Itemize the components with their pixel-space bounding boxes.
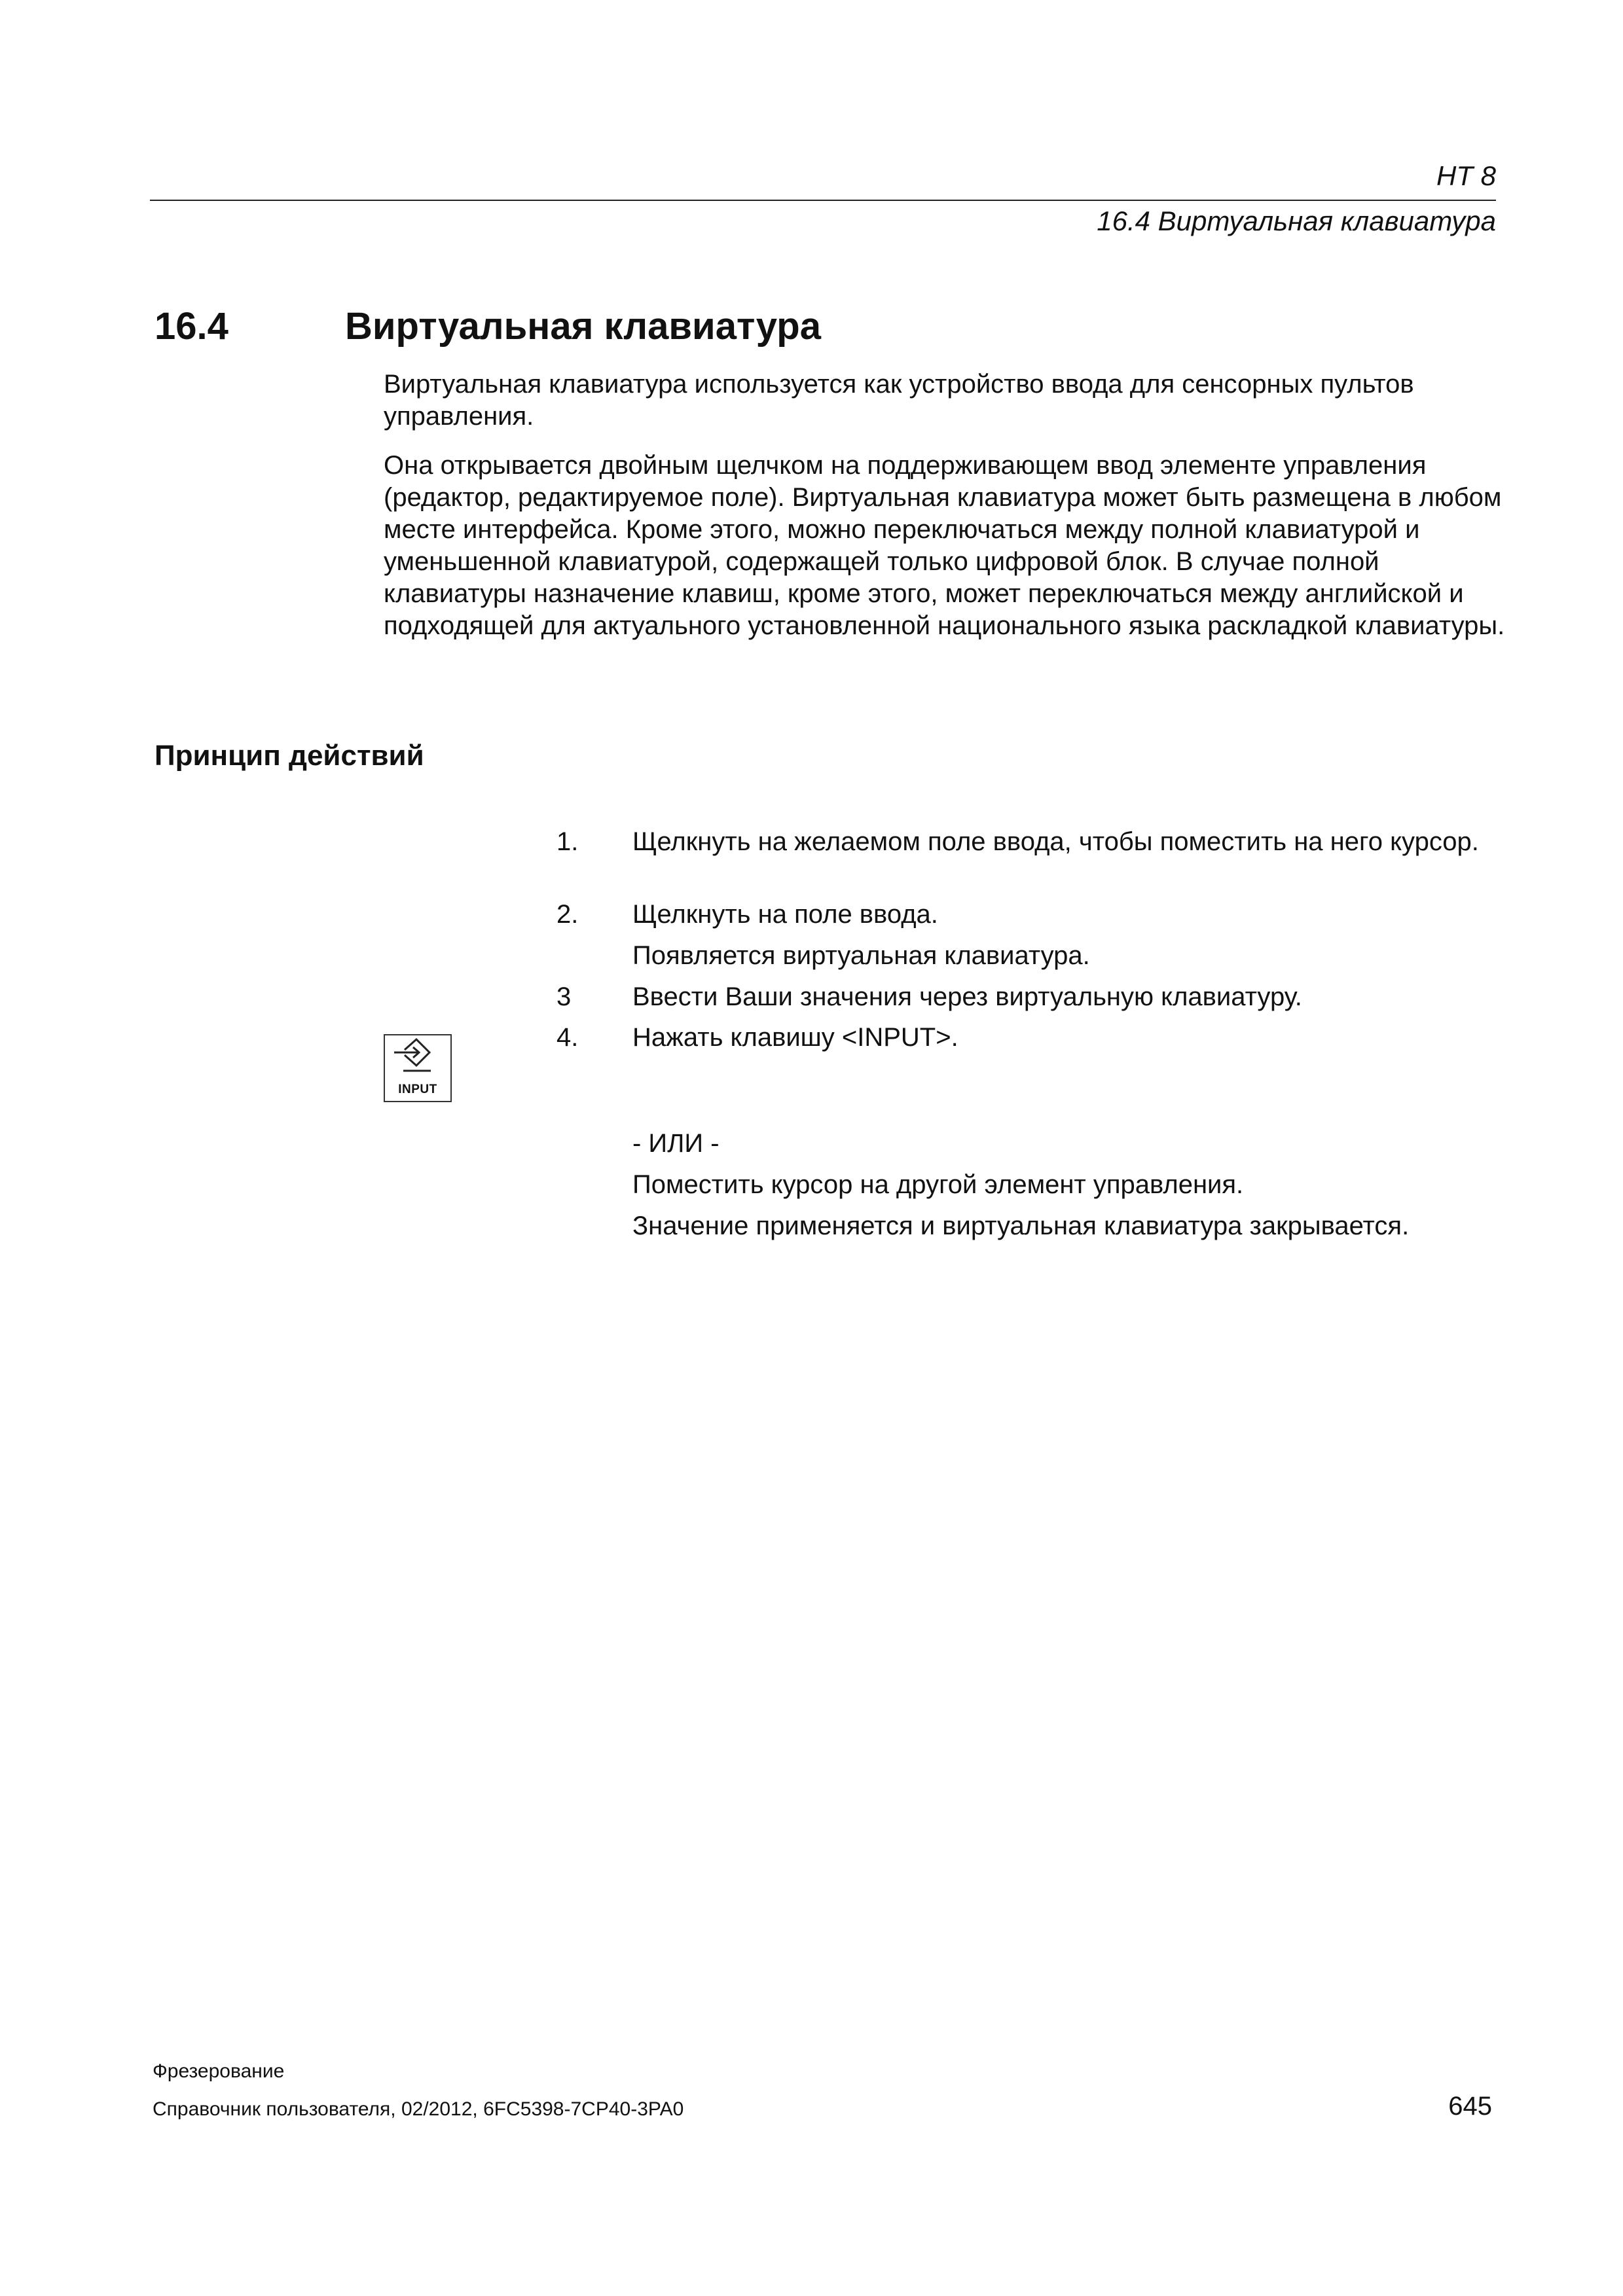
or-separator: - ИЛИ - [632,1129,720,1158]
input-key-icon [384,1034,452,1102]
section-number: 16.4 [155,305,228,348]
step-text: Щелкнуть на поле ввода. [632,900,938,929]
header-divider [150,200,1496,201]
running-header-title: HT 8 [1436,160,1496,191]
paragraph-details: Она открывается двойным щелчком на поддерживающем ввод элементе управления (редактор, редактируемое поле). Виртуальная клавиатура может быть размещена в любом месте интерфейса. Кроме этого, можно переключаться между полной клавиатурой и уменьшенной клавиатурой, содержащей только цифровой блок. В случае полной клавиатуры назначение клавиш, кроме этого, может переключаться между английской и подходящей для актуального установленной национального языка раскладкой клавиатуры. [384,451,1505,640]
footer-document-info: Справочник пользователя, 02/2012, 6FC5398-7CP40-3PA0 [153,2098,684,2120]
step-number: 2. [556,900,579,929]
running-header-subtitle: 16.4 Виртуальная клавиатура [1097,206,1496,236]
footer-product: Фрезерование [153,2060,285,2082]
page-number: 645 [1448,2092,1492,2121]
step-result-text: Значение применяется и виртуальная клавиатура закрывается. [632,1211,1410,1240]
step-text: Нажать клавишу <INPUT>. [632,1023,958,1052]
step-number: 3 [556,982,572,1011]
section-title: Виртуальная клавиатура [345,305,821,348]
step-alternative-text: Поместить курсор на другой элемент управления. [632,1170,1244,1199]
step-result-text: Появляется виртуальная клавиатура. [632,941,1090,970]
input-key-label: INPUT [398,1083,437,1096]
step-number: 1. [556,827,579,856]
paragraph-intro: Виртуальная клавиатура используется как устройство ввода для сенсорных пультов управления. [384,370,1414,431]
step-text: Ввести Ваши значения через виртуальную клавиатуру. [632,982,1302,1011]
step-text: Щелкнуть на желаемом поле ввода, чтобы поместить на него курсор. [632,827,1479,856]
step-number: 4. [556,1023,579,1052]
subheading-principle: Принцип действий [155,740,424,772]
